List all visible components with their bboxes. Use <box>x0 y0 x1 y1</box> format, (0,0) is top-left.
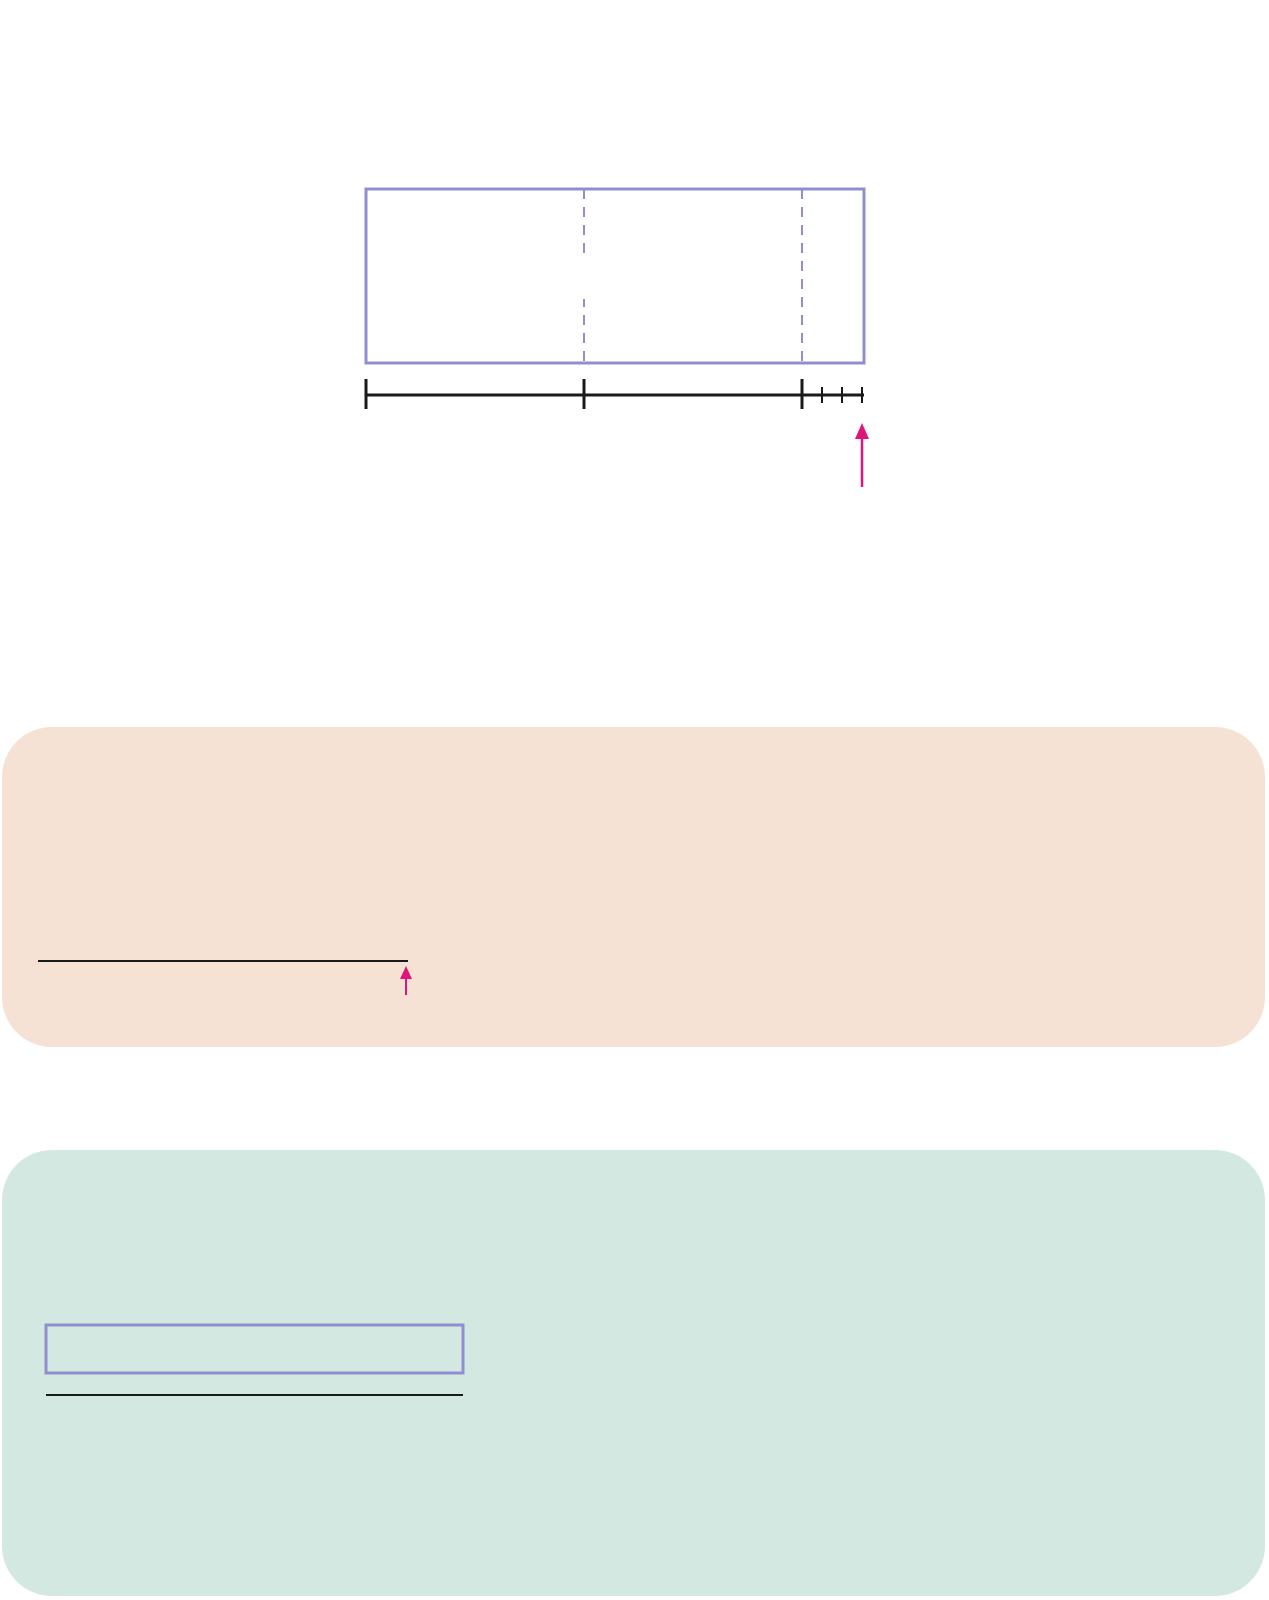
josefina-box <box>46 1325 463 1373</box>
arrow-up-icon <box>855 423 869 439</box>
arrow-up-icon <box>400 966 412 979</box>
marvin-diagram <box>20 795 490 1035</box>
box-label-bg <box>518 255 650 299</box>
main-diagram <box>350 175 950 535</box>
josefina-diagram <box>30 1310 550 1450</box>
